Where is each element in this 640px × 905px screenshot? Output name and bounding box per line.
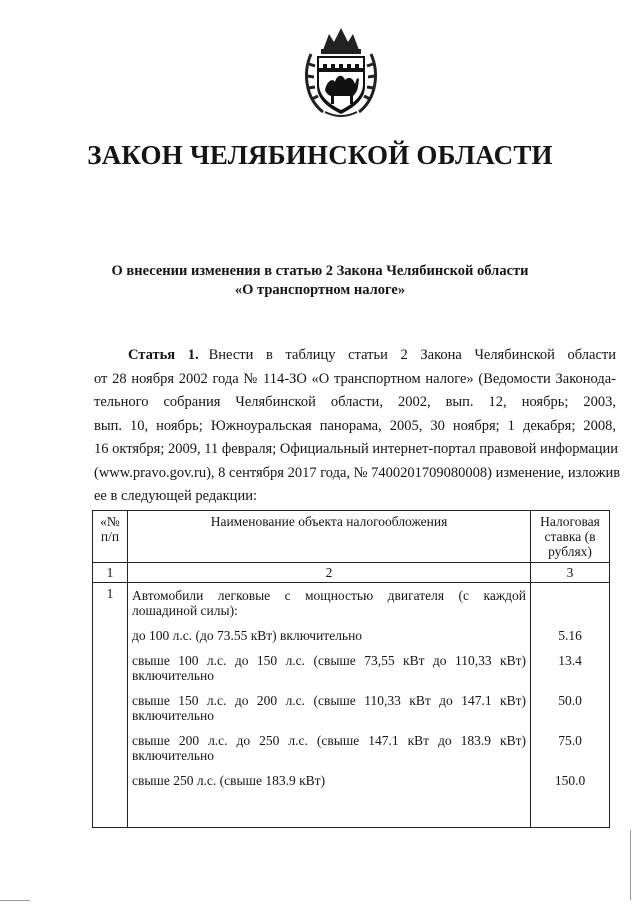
table-row-group-title — [93, 583, 610, 624]
row-description: свыше 150 л.с. до 200 л.с. (свыше 110,33 кВт до 147.1 кВт) включительно — [128, 688, 531, 728]
table-continuation-row — [93, 793, 610, 828]
table-row — [93, 768, 610, 793]
row-description: свыше 100 л.с. до 150 л.с. (свыше 73,55 кВт до 110,33 кВт) включительно — [128, 648, 531, 688]
table-header-row — [93, 511, 610, 563]
article-line-1: Статья 1. Внести в таблицу статьи 2 Закона Челябинской области — [128, 347, 616, 363]
law-title: ЗАКОН ЧЕЛЯБИНСКОЙ ОБЛАСТИ — [87, 140, 553, 170]
table-column-numbers-row — [93, 563, 610, 583]
law-subtitle — [0, 262, 640, 300]
article-line-5: 16 октября; 2009, 11 февраля; Официальный интернет-портал правовой информации — [94, 441, 619, 457]
law-subtitle-line-1: О внесении изменения в статью 2 Закона Челябинской области — [111, 263, 529, 279]
article-line-2: от 28 ноября 2002 года № 114-ЗО «О транспортном налоге» (Ведомости Законода- — [94, 370, 616, 387]
chelyabinsk-coat-of-arms-emblem — [301, 24, 381, 120]
law-subtitle-line-2: «О транспортном налоге» — [234, 282, 406, 298]
row-rate: 50.0 — [531, 688, 610, 728]
column-number-1: 1 — [93, 563, 128, 583]
row-description: до 100 л.с. (до 73.55 кВт) включительно — [128, 623, 531, 648]
column-number-3: 3 — [531, 563, 610, 583]
article-line-7: ее в следующей редакции: — [94, 488, 257, 504]
article-line-6: (www.pravo.gov.ru), 8 сентября 2017 года, № 7400201709080008) изменение, изложив — [94, 464, 621, 481]
row-rate: 75.0 — [531, 728, 610, 768]
group-title: Автомобили легковые с мощностью двигателя (с каждой лошадиной силы): — [128, 583, 531, 624]
article-line-3: тельного собрания Челябинской области, 2002, вып. 12, ноябрь; 2003, — [94, 394, 616, 410]
article-1-text — [94, 344, 621, 509]
column-number-2: 2 — [128, 563, 531, 583]
row-number: 1 — [93, 583, 128, 624]
row-rate: 150.0 — [531, 768, 610, 793]
header-object-name: Наименование объекта налогообложения — [128, 511, 531, 563]
article-label: Статья 1. — [128, 347, 199, 363]
header-tax-rate: Налоговая ставка (в рублях) — [531, 511, 610, 563]
header-number: «№ п/п — [93, 511, 128, 563]
row-description: свыше 200 л.с. до 250 л.с. (свыше 147.1 кВт до 183.9 кВт) включительно — [128, 728, 531, 768]
scan-edge-line — [630, 830, 631, 900]
group-rate-empty — [531, 583, 610, 624]
article-line-4: вып. 10, ноябрь; Южноуральская панорама, 2005, 30 ноября; 1 декабря; 2008, — [94, 417, 616, 434]
tax-rate-table — [92, 510, 610, 828]
row-rate: 13.4 — [531, 648, 610, 688]
row-rate: 5.16 — [531, 623, 610, 648]
table-row — [93, 623, 610, 648]
table-row — [93, 728, 610, 768]
table-row — [93, 688, 610, 728]
table-row — [93, 648, 610, 688]
row-description: свыше 250 л.с. (свыше 183.9 кВт) — [128, 768, 531, 793]
scan-corner-mark — [0, 900, 30, 901]
